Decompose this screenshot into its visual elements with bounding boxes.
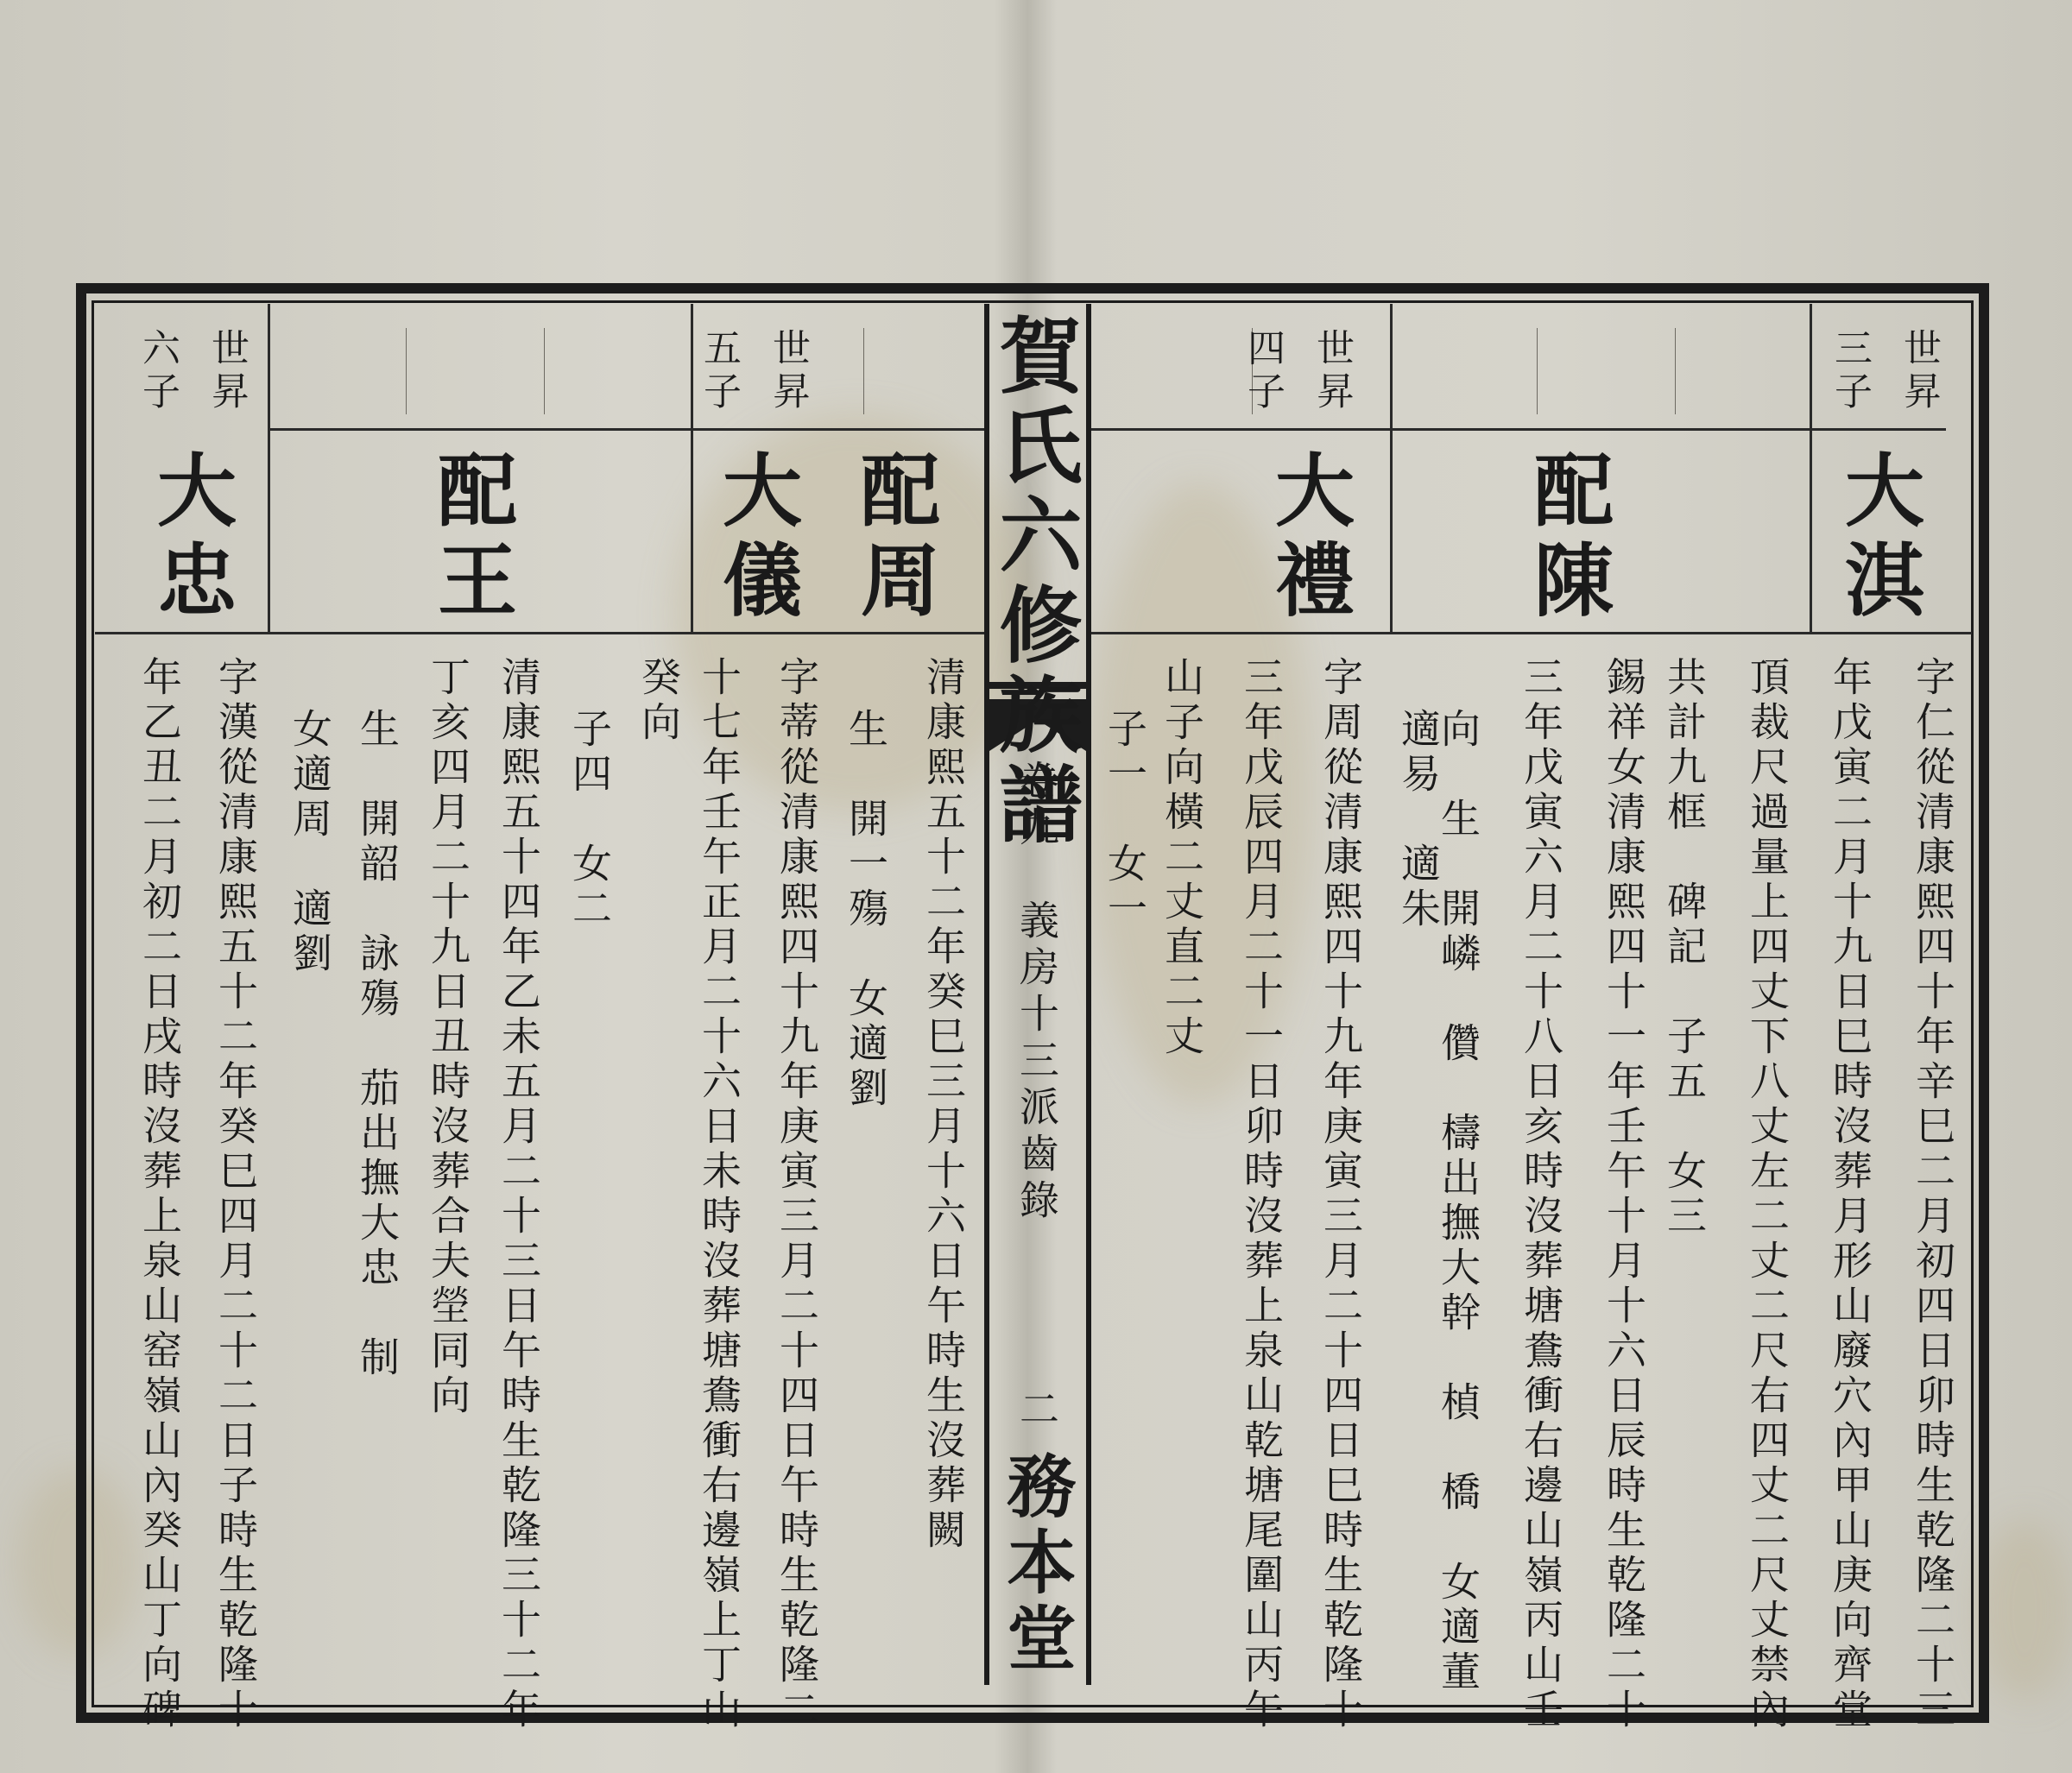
name-row-rule-left [95, 632, 984, 634]
header-rule-left [269, 428, 984, 431]
spouse-name: 配周 [848, 449, 941, 628]
spouse-name: 配王 [425, 449, 518, 628]
book-title: 賀氏六修族譜 [986, 312, 1083, 851]
record-line: 年乙丑二月初二日戌時沒葬上泉山窑嶺山內癸山丁向碑 [136, 656, 183, 1733]
record-line: 字仁從清康熙四十年辛巳二月初四日卯時生乾隆二十三 [1910, 656, 1956, 1733]
generation-label: 三子 [1828, 328, 1872, 414]
col-divider [863, 328, 864, 414]
record-line: 共計九框 碑記 子五 女三 [1661, 656, 1708, 1240]
record-line: 向 生 開嶙 儹 檮出撫大幹 楨 橋 女適董 [1435, 708, 1481, 1695]
spouse-name: 配陳 [1521, 449, 1614, 628]
name-row-rule-right [1091, 632, 1972, 634]
header-rule-right [1091, 428, 1946, 431]
record-line: 字漢從清康熙五十二年癸巳四月二十二日子時生乾隆十 [212, 656, 259, 1733]
generation-label: 世昇 [1897, 328, 1941, 414]
volume-label: 卷九 義房十三派齒錄 [1014, 760, 1060, 1226]
person-name: 大禮 [1262, 449, 1355, 628]
record-line: 生 開一殤 女適劉 [843, 708, 889, 1112]
record-line: 清康熙五十二年癸巳三月十六日午時生沒葬闕 [920, 656, 967, 1554]
record-line: 頂裁尺過量上四丈下八丈左二丈二尺右四丈二尺丈禁內 [1744, 656, 1791, 1733]
record-line: 錫祥女清康熙四十一年壬午十月十六日辰時生乾隆二十 [1601, 656, 1647, 1733]
generation-label: 四子 [1241, 328, 1285, 414]
col-divider [1675, 328, 1676, 414]
record-line: 字周從清康熙四十九年庚寅三月二十四日巳時生乾隆十 [1317, 656, 1364, 1733]
generation-label: 世昇 [1310, 328, 1354, 414]
col-divider [406, 328, 407, 414]
record-line: 十七年壬午正月二十六日未時沒葬塘鴦衝右邊嶺上丁山 [696, 656, 742, 1733]
generation-label: 世昇 [766, 328, 810, 414]
record-line: 適易 適朱 [1395, 708, 1442, 932]
record-line: 子四 女二 [566, 708, 613, 932]
page-number: 二 [1014, 1388, 1060, 1428]
record-line: 癸向 [635, 656, 682, 746]
record-line: 女適周 適劉 [287, 708, 333, 977]
record-line: 三年戊辰四月二十一日卯時沒葬上泉山乾塘尾圍山丙午 [1238, 656, 1285, 1733]
record-line: 年戊寅二月十九日巳時沒葬月形山廢穴內甲山庚向齊堂 [1827, 656, 1873, 1733]
hall-name: 務本堂 [995, 1450, 1077, 1678]
generation-label: 世昇 [205, 328, 249, 414]
person-name: 大淇 [1832, 449, 1925, 628]
paper-stain [1977, 1519, 2072, 1700]
col-divider [1390, 304, 1393, 632]
record-line: 丁亥四月二十九日丑時沒葬合夫塋同向 [425, 656, 471, 1419]
col-divider [544, 328, 545, 414]
generation-label: 五子 [697, 328, 741, 414]
col-divider [691, 304, 693, 632]
record-line: 生 開韶 詠殤 茄出撫大忠 制 [354, 708, 401, 1381]
col-divider [1810, 304, 1812, 632]
record-line: 字蒂從清康熙四十九年庚寅三月二十四日午時生乾隆二 [774, 656, 820, 1733]
generation-label: 六子 [136, 328, 180, 414]
record-line: 山子向橫二丈直二丈 [1159, 656, 1205, 1060]
col-divider [268, 304, 270, 632]
person-name: 大忠 [144, 449, 237, 628]
record-line: 清康熙五十四年乙未五月二十三日午時生乾隆三十二年 [496, 656, 542, 1733]
record-line: 三年戊寅六月二十八日亥時沒葬塘鴦衝右邊山嶺丙山壬 [1518, 656, 1564, 1733]
col-divider [1537, 328, 1538, 414]
record-line: 子一 女一 [1102, 708, 1148, 932]
person-name: 大儀 [710, 449, 803, 628]
